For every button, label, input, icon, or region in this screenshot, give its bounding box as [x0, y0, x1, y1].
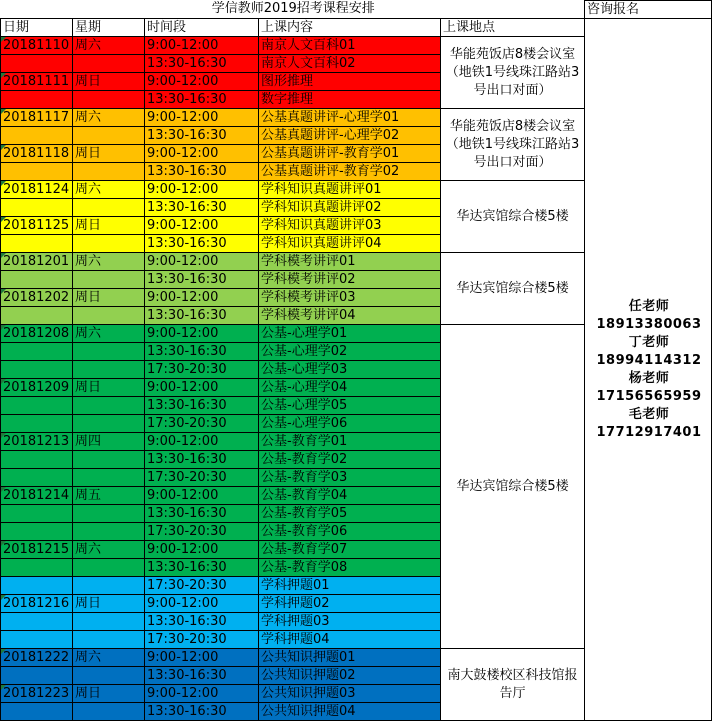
cell-content: 图形推理	[259, 73, 441, 91]
cell-content: 公基-教育学07	[259, 541, 441, 559]
cell-content: 学科模考讲评01	[259, 253, 441, 271]
location-cell: 华达宾馆综合楼5楼	[441, 325, 585, 649]
cell-content: 学科押题01	[259, 577, 441, 595]
cell-date: 20181125	[1, 217, 73, 235]
cell-time: 9:00-12:00	[145, 289, 259, 307]
cell-day: 周六	[73, 109, 145, 127]
header-location: 上课地点	[441, 19, 585, 37]
title-row	[1, 1, 712, 19]
contact-phone: 17712917401	[596, 424, 702, 440]
cell-day	[73, 343, 145, 361]
cell-date	[1, 631, 73, 649]
contact-phone: 17156565959	[596, 388, 702, 404]
cell-content: 公共知识押题04	[259, 703, 441, 721]
cell-date: 20181118	[1, 145, 73, 163]
cell-content: 公共知识押题01	[259, 649, 441, 667]
cell-content: 公基-心理学04	[259, 379, 441, 397]
cell-date	[1, 505, 73, 523]
cell-day	[73, 631, 145, 649]
cell-time: 9:00-12:00	[145, 181, 259, 199]
cell-day: 周四	[73, 433, 145, 451]
header-time: 时间段	[145, 19, 259, 37]
cell-date	[1, 343, 73, 361]
cell-date	[1, 271, 73, 289]
cell-content: 学科知识真题讲评04	[259, 235, 441, 253]
cell-time: 17:30-20:30	[145, 631, 259, 649]
cell-day: 周六	[73, 325, 145, 343]
cell-date: 20181117	[1, 109, 73, 127]
cell-time: 13:30-16:30	[145, 199, 259, 217]
header-date: 日期	[1, 19, 73, 37]
cell-day	[73, 127, 145, 145]
cell-content: 南京人文百科02	[259, 55, 441, 73]
header-content: 上课内容	[259, 19, 441, 37]
cell-date	[1, 127, 73, 145]
cell-date	[1, 307, 73, 325]
cell-time: 13:30-16:30	[145, 91, 259, 109]
location-cell: 华能苑饭店8楼会议室（地铁1号线珠江路站3号出口对面）	[441, 37, 585, 109]
cell-time: 9:00-12:00	[145, 649, 259, 667]
cell-content: 公基真题讲评-教育学02	[259, 163, 441, 181]
cell-day	[73, 505, 145, 523]
cell-content: 公共知识押题02	[259, 667, 441, 685]
contact-name: 任老师	[628, 298, 670, 314]
cell-content: 公基-心理学02	[259, 343, 441, 361]
cell-time: 9:00-12:00	[145, 109, 259, 127]
cell-content: 南京人文百科01	[259, 37, 441, 55]
cell-day: 周日	[73, 217, 145, 235]
cell-day	[73, 577, 145, 595]
cell-date	[1, 451, 73, 469]
cell-date	[1, 613, 73, 631]
cell-time: 13:30-16:30	[145, 703, 259, 721]
header-row	[1, 19, 712, 37]
location-cell: 南大鼓楼校区科技馆报告厅	[441, 649, 585, 721]
cell-day	[73, 55, 145, 73]
cell-date	[1, 559, 73, 577]
cell-content: 学科押题02	[259, 595, 441, 613]
cell-day: 周日	[73, 595, 145, 613]
cell-date: 20181223	[1, 685, 73, 703]
cell-content: 学科知识真题讲评03	[259, 217, 441, 235]
cell-time: 13:30-16:30	[145, 613, 259, 631]
cell-date: 20181214	[1, 487, 73, 505]
cell-day	[73, 469, 145, 487]
cell-time: 9:00-12:00	[145, 595, 259, 613]
cell-date	[1, 163, 73, 181]
cell-content: 公基真题讲评-教育学01	[259, 145, 441, 163]
cell-content: 公基真题讲评-心理学01	[259, 109, 441, 127]
cell-day: 周五	[73, 487, 145, 505]
cell-content: 公基-心理学05	[259, 397, 441, 415]
header-day: 星期	[73, 19, 145, 37]
cell-content: 公基-教育学01	[259, 433, 441, 451]
cell-content: 公基-心理学03	[259, 361, 441, 379]
cell-day: 周六	[73, 649, 145, 667]
cell-date: 20181201	[1, 253, 73, 271]
cell-content: 公基-教育学06	[259, 523, 441, 541]
cell-time: 17:30-20:30	[145, 469, 259, 487]
cell-date	[1, 703, 73, 721]
cell-time: 13:30-16:30	[145, 163, 259, 181]
cell-date	[1, 91, 73, 109]
cell-day	[73, 667, 145, 685]
location-cell: 华达宾馆综合楼5楼	[441, 253, 585, 325]
cell-time: 9:00-12:00	[145, 541, 259, 559]
cell-time: 17:30-20:30	[145, 523, 259, 541]
cell-content: 公基-教育学05	[259, 505, 441, 523]
contact-phone: 18913380063	[596, 316, 702, 332]
cell-content: 学科模考讲评04	[259, 307, 441, 325]
location-cell: 华能苑饭店8楼会议室（地铁1号线珠江路站3号出口对面）	[441, 109, 585, 181]
cell-time: 17:30-20:30	[145, 361, 259, 379]
cell-date	[1, 577, 73, 595]
cell-day: 周日	[73, 379, 145, 397]
cell-time: 9:00-12:00	[145, 487, 259, 505]
cell-date	[1, 361, 73, 379]
cell-time: 9:00-12:00	[145, 685, 259, 703]
contact-name: 丁老师	[628, 334, 670, 350]
cell-content: 公基-教育学08	[259, 559, 441, 577]
cell-time: 17:30-20:30	[145, 577, 259, 595]
cell-day	[73, 163, 145, 181]
cell-content: 公基-教育学03	[259, 469, 441, 487]
cell-date: 20181215	[1, 541, 73, 559]
cell-date: 20181202	[1, 289, 73, 307]
cell-content: 学科知识真题讲评02	[259, 199, 441, 217]
cell-date: 20181216	[1, 595, 73, 613]
cell-date: 20181110	[1, 37, 73, 55]
cell-time: 13:30-16:30	[145, 505, 259, 523]
cell-time: 9:00-12:00	[145, 73, 259, 91]
cell-content: 公基真题讲评-心理学02	[259, 127, 441, 145]
cell-time: 13:30-16:30	[145, 55, 259, 73]
cell-time: 9:00-12:00	[145, 325, 259, 343]
cell-time: 9:00-12:00	[145, 217, 259, 235]
cell-date: 20181209	[1, 379, 73, 397]
cell-day	[73, 559, 145, 577]
cell-date	[1, 415, 73, 433]
cell-date	[1, 667, 73, 685]
cell-date	[1, 397, 73, 415]
contact-name: 毛老师	[628, 406, 670, 422]
cell-day: 周六	[73, 181, 145, 199]
cell-day	[73, 91, 145, 109]
contact-name: 杨老师	[628, 370, 670, 386]
consult-header: 咨询报名	[585, 1, 712, 19]
cell-date: 20181208	[1, 325, 73, 343]
cell-content: 公共知识押题03	[259, 685, 441, 703]
cell-content: 公基-心理学01	[259, 325, 441, 343]
cell-date	[1, 199, 73, 217]
cell-time: 13:30-16:30	[145, 235, 259, 253]
cell-time: 13:30-16:30	[145, 271, 259, 289]
cell-day	[73, 397, 145, 415]
contact-panel	[585, 19, 712, 721]
cell-time: 9:00-12:00	[145, 433, 259, 451]
cell-day	[73, 703, 145, 721]
cell-time: 17:30-20:30	[145, 415, 259, 433]
cell-day: 周日	[73, 289, 145, 307]
cell-day	[73, 613, 145, 631]
cell-day	[73, 415, 145, 433]
cell-day: 周日	[73, 73, 145, 91]
contact-phone: 18994114312	[596, 352, 702, 368]
cell-content: 学科模考讲评03	[259, 289, 441, 307]
cell-day: 周六	[73, 541, 145, 559]
cell-day: 周六	[73, 253, 145, 271]
cell-date	[1, 469, 73, 487]
cell-day: 周日	[73, 685, 145, 703]
cell-day	[73, 199, 145, 217]
cell-content: 公基-心理学06	[259, 415, 441, 433]
cell-time: 13:30-16:30	[145, 559, 259, 577]
page-title: 学信教师2019招考课程安排	[1, 1, 585, 19]
cell-time: 13:30-16:30	[145, 667, 259, 685]
cell-time: 9:00-12:00	[145, 37, 259, 55]
cell-content: 学科押题03	[259, 613, 441, 631]
cell-date	[1, 55, 73, 73]
cell-day	[73, 451, 145, 469]
cell-date: 20181111	[1, 73, 73, 91]
cell-time: 13:30-16:30	[145, 343, 259, 361]
cell-time: 13:30-16:30	[145, 307, 259, 325]
cell-day: 周六	[73, 37, 145, 55]
cell-time: 13:30-16:30	[145, 451, 259, 469]
cell-day	[73, 361, 145, 379]
cell-day	[73, 271, 145, 289]
cell-day	[73, 307, 145, 325]
cell-content: 学科模考讲评02	[259, 271, 441, 289]
location-cell: 华达宾馆综合楼5楼	[441, 181, 585, 253]
cell-date: 20181213	[1, 433, 73, 451]
cell-time: 13:30-16:30	[145, 127, 259, 145]
cell-date	[1, 523, 73, 541]
cell-time: 13:30-16:30	[145, 397, 259, 415]
cell-content: 学科押题04	[259, 631, 441, 649]
cell-date: 20181124	[1, 181, 73, 199]
cell-date	[1, 235, 73, 253]
cell-content: 公基-教育学02	[259, 451, 441, 469]
cell-time: 9:00-12:00	[145, 145, 259, 163]
cell-day	[73, 235, 145, 253]
cell-date: 20181222	[1, 649, 73, 667]
cell-time: 9:00-12:00	[145, 253, 259, 271]
cell-day	[73, 523, 145, 541]
cell-content: 数字推理	[259, 91, 441, 109]
cell-day: 周日	[73, 145, 145, 163]
cell-time: 9:00-12:00	[145, 379, 259, 397]
cell-content: 公基-教育学04	[259, 487, 441, 505]
cell-content: 学科知识真题讲评01	[259, 181, 441, 199]
